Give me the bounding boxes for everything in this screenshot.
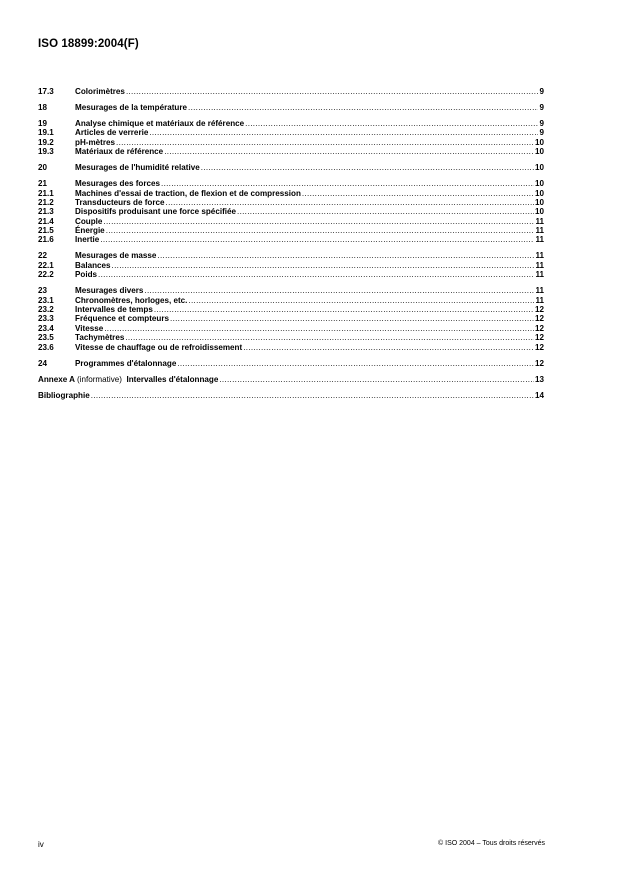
toc-entry-page: 9: [539, 102, 544, 112]
toc-entry-page: 12: [534, 314, 544, 324]
toc-leader-dots: [161, 179, 534, 188]
toc-entry-number: 21: [38, 179, 48, 189]
toc-leader-dots: [166, 198, 534, 207]
document-id-header: ISO 18899:2004(F): [38, 38, 139, 50]
toc-leader-dots: [116, 138, 534, 147]
toc-entry-title[interactable]: Tachymètres: [75, 333, 125, 343]
toc-entry-page: 12: [534, 342, 544, 352]
toc-entry[interactable]: [38, 324, 544, 333]
toc-entry[interactable]: [38, 270, 544, 279]
toc-entry-title[interactable]: Machines d'essai de traction, de flexion et de compression: [75, 188, 301, 198]
toc-group: [38, 286, 544, 352]
toc-entry-number: 19.3: [38, 147, 54, 157]
toc-entry-title[interactable]: Programmes d'étalonnage: [75, 358, 177, 368]
toc-entry[interactable]: [38, 217, 544, 226]
toc-leader-dots: [219, 375, 534, 384]
toc-entry[interactable]: [38, 261, 544, 270]
toc-entry[interactable]: [38, 286, 544, 295]
toc-leader-dots: [98, 270, 534, 279]
toc-entry-title[interactable]: Transducteurs de force: [75, 197, 165, 207]
toc-entry-title[interactable]: Énergie: [75, 226, 105, 236]
toc-leader-dots: [157, 251, 534, 260]
toc-entry-page: 12: [534, 323, 544, 333]
toc-entry[interactable]: [38, 119, 544, 128]
toc-entry[interactable]: [38, 189, 544, 198]
toc-group: [38, 359, 544, 368]
toc-entry-page: 9: [539, 87, 544, 96]
toc-entry-page: 12: [534, 304, 544, 314]
toc-entry-page: 9: [539, 128, 544, 138]
toc-entry-annex[interactable]: [38, 375, 544, 384]
toc-leader-dots: [126, 87, 539, 96]
toc-entry-bibliography[interactable]: [38, 391, 544, 400]
toc-entry-number: 23.2: [38, 304, 54, 314]
toc-group: [38, 251, 544, 279]
toc-entry-page: 11: [535, 226, 544, 236]
toc-entry[interactable]: [38, 198, 544, 207]
toc-leader-dots: [103, 217, 534, 226]
toc-leader-dots: [237, 207, 534, 216]
toc-entry[interactable]: [38, 226, 544, 235]
toc-leader-dots: [245, 119, 538, 128]
toc-entry-page: 11: [535, 270, 544, 280]
toc-entry-title[interactable]: Inertie: [75, 235, 100, 245]
copyright-notice: © ISO 2004 – Tous droits réservés: [438, 840, 545, 847]
toc-entry-title[interactable]: Poids: [75, 270, 98, 280]
toc-entry-title[interactable]: Couple: [75, 216, 103, 226]
toc-entry-number: 19.2: [38, 137, 54, 147]
toc-entry-number: 21.3: [38, 207, 54, 217]
toc-entry[interactable]: [38, 333, 544, 342]
toc-entry-number: 21.4: [38, 216, 54, 226]
toc-entry-page: 11: [535, 260, 544, 270]
toc-leader-dots: [177, 359, 534, 368]
toc-entry[interactable]: [38, 207, 544, 216]
toc-entry-title[interactable]: Mesurages des forces: [75, 179, 161, 189]
toc-entry-number: 22: [38, 251, 48, 261]
toc-leader-dots: [302, 189, 534, 198]
toc-entry-number: 21.2: [38, 197, 54, 207]
toc-group-bibliography: [38, 391, 544, 400]
toc-entry[interactable]: [38, 343, 544, 352]
toc-leader-dots: [149, 128, 538, 137]
toc-entry-title[interactable]: Mesurages de la température: [75, 102, 188, 112]
toc-entry-number: 23.1: [38, 295, 54, 305]
toc-entry-page: 10: [534, 137, 544, 147]
toc-entry-page: 11: [535, 251, 544, 261]
toc-entry-number: 21.6: [38, 235, 54, 245]
annex-label: Annexe A: [38, 374, 75, 384]
toc-entry-number: 19: [38, 118, 48, 128]
toc-entry-page: 10: [534, 147, 544, 157]
toc-entry-title[interactable]: Mesurages de l'humidité relative: [75, 163, 200, 173]
toc-entry-title[interactable]: Dispositifs produisant une force spécifiée: [75, 207, 237, 217]
toc-entry-number: 20: [38, 163, 48, 173]
toc-entry[interactable]: [38, 128, 544, 137]
toc-leader-dots: [91, 391, 534, 400]
toc-entry[interactable]: [38, 103, 544, 112]
toc-entry[interactable]: [38, 305, 544, 314]
toc-leader-dots: [188, 103, 538, 112]
table-of-contents: [38, 87, 544, 406]
toc-group: [38, 87, 544, 96]
toc-entry-title[interactable]: Fréquence et compteurs: [75, 314, 170, 324]
toc-entry-title[interactable]: Colorimètres: [75, 87, 125, 96]
toc-leader-dots: [188, 296, 534, 305]
toc-entry-page: 10: [534, 197, 544, 207]
toc-entry-number: 19.1: [38, 128, 54, 138]
toc-entry-number: 23.4: [38, 323, 54, 333]
toc-entry-page: 10: [534, 179, 544, 189]
toc-entry-title[interactable]: Articles de verrerie: [75, 128, 149, 138]
toc-entry-page: 13: [534, 374, 544, 384]
toc-entry[interactable]: [38, 235, 544, 244]
annex-title: Intervalles d'étalonnage: [126, 374, 219, 384]
toc-entry-number: 23.6: [38, 342, 54, 352]
toc-entry[interactable]: [38, 359, 544, 368]
toc-entry[interactable]: [38, 87, 544, 96]
toc-group-annex: [38, 375, 544, 384]
toc-entry-page: 12: [534, 333, 544, 343]
toc-entry-page: 10: [534, 188, 544, 198]
toc-leader-dots: [164, 147, 534, 156]
toc-entry-page: 11: [535, 235, 544, 245]
toc-entry[interactable]: [38, 147, 544, 156]
toc-leader-dots: [100, 235, 534, 244]
toc-entry-number: 23.5: [38, 333, 54, 343]
toc-entry-page: 10: [534, 207, 544, 217]
toc-group: [38, 119, 544, 157]
toc-group: [38, 163, 544, 172]
toc-entry-number: 22.1: [38, 260, 54, 270]
toc-leader-dots: [154, 305, 534, 314]
toc-entry-title[interactable]: Analyse chimique et matériaux de référence: [75, 118, 245, 128]
toc-entry-title[interactable]: Intervalles de temps: [75, 304, 153, 314]
toc-entry-number: 22.2: [38, 270, 54, 280]
page-number: iv: [38, 840, 44, 849]
toc-entry-page: 9: [539, 118, 544, 128]
toc-leader-dots: [243, 343, 534, 352]
toc-entry[interactable]: [38, 138, 544, 147]
toc-entry-number: 23.3: [38, 314, 54, 324]
toc-entry-number: 23: [38, 286, 48, 296]
toc-leader-dots: [112, 261, 535, 270]
toc-leader-dots: [104, 324, 534, 333]
toc-entry-page: 11: [535, 286, 544, 296]
toc-entry-page: 12: [534, 358, 544, 368]
toc-entry-page: 11: [535, 216, 544, 226]
toc-entry-title[interactable]: Vitesse: [75, 323, 104, 333]
toc-entry-title[interactable]: Balances: [75, 260, 111, 270]
toc-entry-page: 11: [535, 295, 544, 305]
toc-entry-page: 14: [534, 390, 544, 400]
toc-entry-title[interactable]: Vitesse de chauffage ou de refroidissement: [75, 342, 243, 352]
toc-entry[interactable]: [38, 296, 544, 305]
toc-entry-title[interactable]: Chronomètres, horloges, etc.: [75, 295, 188, 305]
toc-entry-number: 17.3: [38, 87, 54, 96]
toc-entry-title[interactable]: Matériaux de référence: [75, 147, 164, 157]
toc-leader-dots: [144, 286, 534, 295]
toc-entry-number: 24: [38, 358, 48, 368]
toc-leader-dots: [170, 314, 534, 323]
toc-entry-page: 10: [534, 163, 544, 173]
toc-entry-number: 21.1: [38, 188, 54, 198]
toc-entry-title[interactable]: Mesurages divers: [75, 286, 144, 296]
toc-entry-number: 21.5: [38, 226, 54, 236]
toc-bibliography-title[interactable]: Bibliographie: [38, 390, 90, 400]
toc-leader-dots: [125, 333, 534, 342]
toc-entry[interactable]: [38, 163, 544, 172]
annex-qualifier: (informative): [76, 374, 122, 384]
toc-group: [38, 103, 544, 112]
toc-leader-dots: [201, 163, 534, 172]
toc-entry-title[interactable]: pH-mètres: [75, 137, 116, 147]
toc-entry[interactable]: [38, 314, 544, 323]
toc-entry-number: 18: [38, 102, 48, 112]
toc-annex-title[interactable]: [38, 375, 218, 384]
toc-entry[interactable]: [38, 179, 544, 188]
toc-leader-dots: [106, 226, 535, 235]
toc-group: [38, 179, 544, 245]
toc-entry-title[interactable]: Mesurages de masse: [75, 251, 157, 261]
toc-entry[interactable]: [38, 251, 544, 260]
